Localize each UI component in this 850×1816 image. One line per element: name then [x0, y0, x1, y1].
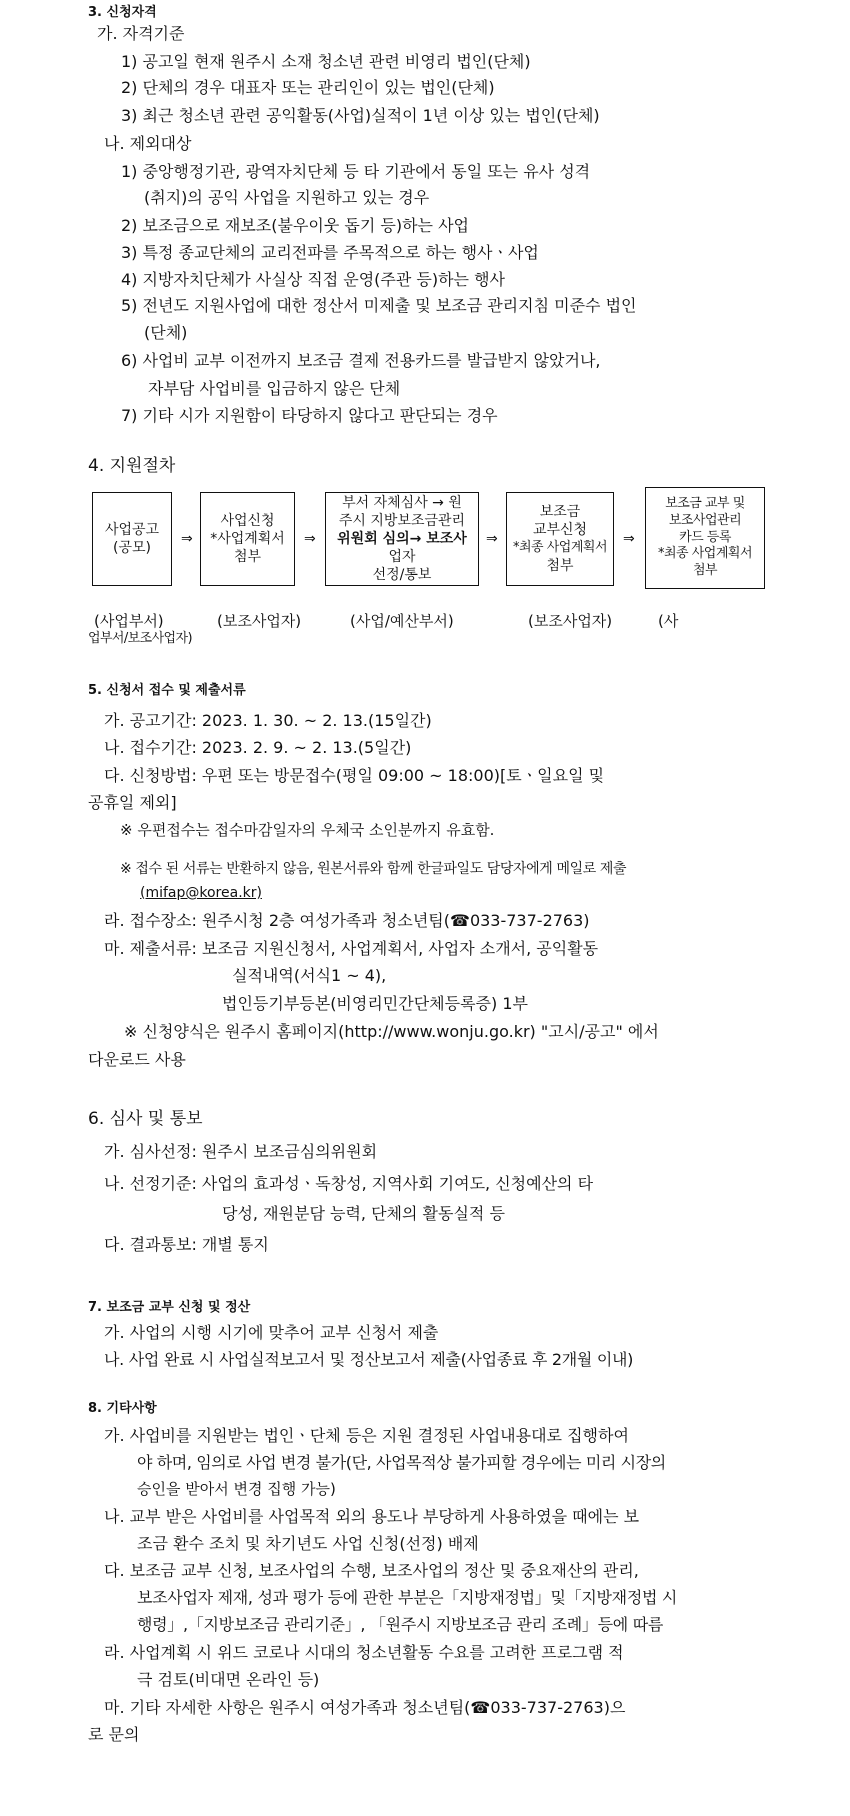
process-role-3: (사업/예산부서)	[350, 612, 454, 630]
section-4-title: 4. 지원절차	[88, 456, 176, 476]
process-box-5-line-2: 보조사업관리	[668, 512, 742, 528]
process-arrow-2: ⇒	[304, 531, 316, 547]
section-5-note-form-cont: 다운로드 사용	[88, 1050, 186, 1069]
section-8-da-line-2: 보조사업자 제재, 성과 평가 등에 관한 부분은「지방재정법」및「지방재정법 시	[137, 1588, 678, 1607]
process-box-1	[92, 492, 172, 586]
process-box-3-line-1: 부서 자체심사 → 원	[342, 494, 462, 511]
process-box-4-line-2: 교부신청	[532, 522, 588, 539]
section-5-note-submit: ※ 접수 된 서류는 반환하지 않음, 원본서류와 함께 한글파일도 담당자에게 메일로 제출	[120, 861, 627, 877]
section-8-ma-line-1	[104, 1700, 625, 1716]
process-box-3-line-4: 업자	[388, 549, 416, 566]
process-box-4	[506, 492, 614, 586]
section-7-ga: 가. 사업의 시행 시기에 맞추어 교부 신청서 제출	[104, 1323, 439, 1342]
process-role-1: (사업부서)	[94, 612, 164, 630]
process-box-4-line-3: *최종 사업계획서	[512, 539, 608, 555]
section-8-da-line-3: 행령」,「지방보조금 관리기준」, 「원주시 지방보조금 관리 조례」등에 따름	[137, 1615, 664, 1634]
process-box-3-line-5: 선정/통보	[372, 567, 432, 584]
section-5-na: 나. 접수기간: 2023. 2. 9. ~ 2. 13.(5일간)	[104, 738, 412, 757]
process-box-2-line-2: *사업계획서	[210, 530, 285, 547]
section-8-ra-line-2: 극 검토(비대면 온라인 등)	[137, 1670, 320, 1689]
process-box-4-line-1: 보조금	[539, 504, 581, 521]
section-8-ma-text: 마. 기타 자세한 사항은 원주시 여성가족과 청소년팀(	[104, 1698, 471, 1717]
phone-icon: ☎	[470, 1698, 491, 1717]
section-3-na-item-7: 7) 기타 시가 지원함이 타당하지 않다고 판단되는 경우	[121, 406, 498, 425]
section-7-na: 나. 사업 완료 시 사업실적보고서 및 정산보고서 제출(사업종료 후 2개월 이내)	[104, 1350, 634, 1369]
section-3-ga-item-1: 1) 공고일 현재 원주시 소재 청소년 관련 비영리 법인(단체)	[121, 52, 531, 71]
process-box-3-line-3: 위원회 심의→ 보조사	[337, 530, 467, 547]
section-6-na-line-1: 나. 선정기준: 사업의 효과성ㆍ독창성, 지역사회 기여도, 신청예산의 타	[104, 1174, 594, 1193]
section-5-ga: 가. 공고기간: 2023. 1. 30. ~ 2. 13.(15일간)	[104, 711, 432, 730]
section-8-ma-line-2: 로 문의	[88, 1725, 140, 1744]
process-arrow-4: ⇒	[623, 531, 635, 547]
process-role-4: (보조사업자)	[528, 612, 613, 630]
section-3-na-item-1-cont: (취지)의 공익 사업을 지원하고 있는 경우	[144, 188, 430, 207]
process-box-5-line-3: 카드 등록	[679, 529, 731, 545]
section-5-ma-line-2: 실적내역(서식1 ~ 4),	[232, 966, 387, 985]
section-5-da-line-2: 공휴일 제외]	[88, 793, 177, 812]
section-3-na-item-1: 1) 중앙행정기관, 광역자치단체 등 타 기관에서 동일 또는 유사 성격	[121, 162, 591, 181]
section-8-ra-line-1: 라. 사업계획 시 위드 코로나 시대의 청소년활동 수요를 고려한 프로그램 적	[104, 1643, 624, 1662]
section-8-na-line-1: 나. 교부 받은 사업비를 사업목적 외의 용도나 부당하게 사용하였을 때에는 보	[104, 1507, 640, 1526]
section-3-ga-heading: 가. 자격기준	[97, 24, 185, 43]
section-8-da-line-1: 다. 보조금 교부 신청, 보조사업의 수행, 보조사업의 정산 및 중요재산의 관리,	[104, 1561, 639, 1580]
process-box-5-line-5: 첨부	[692, 563, 718, 579]
process-box-5-line-1: 보조금 교부 및	[665, 495, 745, 511]
section-3-na-item-3: 3) 특정 종교단체의 교리전파를 주목적으로 하는 행사ㆍ사업	[121, 243, 539, 262]
section-3-ga-item-3: 3) 최근 청소년 관련 공익활동(사업)실적이 1년 이상 있는 법인(단체)	[121, 106, 600, 125]
section-7-title: 7. 보조금 교부 신청 및 정산	[88, 1300, 251, 1315]
process-arrow-3: ⇒	[486, 531, 498, 547]
process-box-2-line-1: 사업신청	[220, 512, 275, 529]
process-box-1-line-2: (공모)	[113, 540, 151, 556]
process-role-5-wrap: 업부서/보조사업자)	[88, 631, 192, 646]
section-8-title: 8. 기타사항	[88, 1401, 157, 1416]
section-6-da: 다. 결과통보: 개별 통지	[104, 1235, 269, 1254]
section-3-na-item-5: 5) 전년도 지원사업에 대한 정산서 미제출 및 보조금 관리지침 미준수 법인	[121, 296, 637, 315]
section-3-na-item-6: 6) 사업비 교부 이전까지 보조금 결제 전용카드를 발급받지 않았거나,	[121, 351, 601, 370]
section-6-na-line-2: 당성, 재원분담 능력, 단체의 활동실적 등	[222, 1204, 505, 1223]
process-arrow-1: ⇒	[181, 531, 193, 547]
section-8-ga-line-1: 가. 사업비를 지원받는 법인ㆍ단체 등은 지원 결정된 사업내용대로 집행하여	[104, 1426, 629, 1445]
process-box-2	[200, 492, 295, 586]
process-box-3	[325, 492, 479, 586]
section-8-na-line-2: 조금 환수 조치 및 차기년도 사업 신청(선정) 배제	[137, 1534, 479, 1553]
section-6-title: 6. 심사 및 통보	[88, 1109, 203, 1129]
section-3-na-heading: 나. 제외대상	[104, 134, 192, 153]
section-5-note-form: ※ 신청양식은 원주시 홈페이지(http://www.wonju.go.kr) "고시/공고" 에서	[124, 1022, 659, 1041]
process-box-2-line-3: 첨부	[233, 549, 262, 566]
section-8-ma-phone: 033-737-2763)으	[490, 1698, 626, 1717]
section-8-ga-line-2: 야 하며, 임의로 사업 변경 불가(단, 사업목적상 불가피할 경우에는 미리 시장의	[137, 1453, 666, 1472]
section-5-da-line-1: 다. 신청방법: 우편 또는 방문접수(평일 09:00 ~ 18:00)[토ㆍ일요일 및	[104, 766, 605, 785]
section-5-ma-line-3: 법인등기부등본(비영리민간단체등록증) 1부	[222, 994, 528, 1013]
section-3-na-item-2: 2) 보조금으로 재보조(불우이웃 돕기 등)하는 사업	[121, 216, 470, 235]
section-3-ga-item-2: 2) 단체의 경우 대표자 또는 관리인이 있는 법인(단체)	[121, 78, 495, 97]
phone-icon: ☎	[450, 911, 470, 930]
section-8-ga-line-3: 승인을 받아서 변경 집행 가능)	[137, 1480, 336, 1498]
process-box-3-line-2: 주시 지방보조금관리	[338, 512, 466, 529]
process-box-5-line-4: *최종 사업계획서	[657, 546, 753, 562]
process-role-5: (사	[658, 612, 679, 630]
process-box-5	[645, 487, 765, 589]
section-5-ra-phone: 033-737-2763)	[469, 911, 590, 930]
section-3-title: 3. 신청자격	[88, 5, 157, 20]
section-5-title: 5. 신청서 접수 및 제출서류	[88, 683, 246, 698]
section-5-ra-text: 라. 접수장소: 원주시청 2층 여성가족과 청소년팀(	[104, 911, 450, 930]
section-3-na-item-5-cont: (단체)	[144, 323, 188, 342]
section-5-note-postal: ※ 우편접수는 접수마감일자의 우체국 소인분까지 유효함.	[120, 821, 495, 839]
process-box-4-line-4: 첨부	[546, 557, 574, 574]
section-5-ma-line-1: 마. 제출서류: 보조금 지원신청서, 사업계획서, 사업자 소개서, 공익활동	[104, 939, 599, 958]
section-5-ra	[104, 913, 590, 929]
process-role-2: (보조사업자)	[217, 612, 302, 630]
section-6-ga: 가. 심사선정: 원주시 보조금심의위원회	[104, 1142, 378, 1161]
process-box-1-line-1: 사업공고	[104, 521, 160, 538]
section-3-na-item-6-cont: 자부담 사업비를 입금하지 않은 단체	[148, 379, 401, 398]
section-5-email-link[interactable]: (mifap@korea.kr)	[140, 885, 262, 901]
section-3-na-item-4: 4) 지방자치단체가 사실상 직접 운영(주관 등)하는 행사	[121, 270, 505, 289]
